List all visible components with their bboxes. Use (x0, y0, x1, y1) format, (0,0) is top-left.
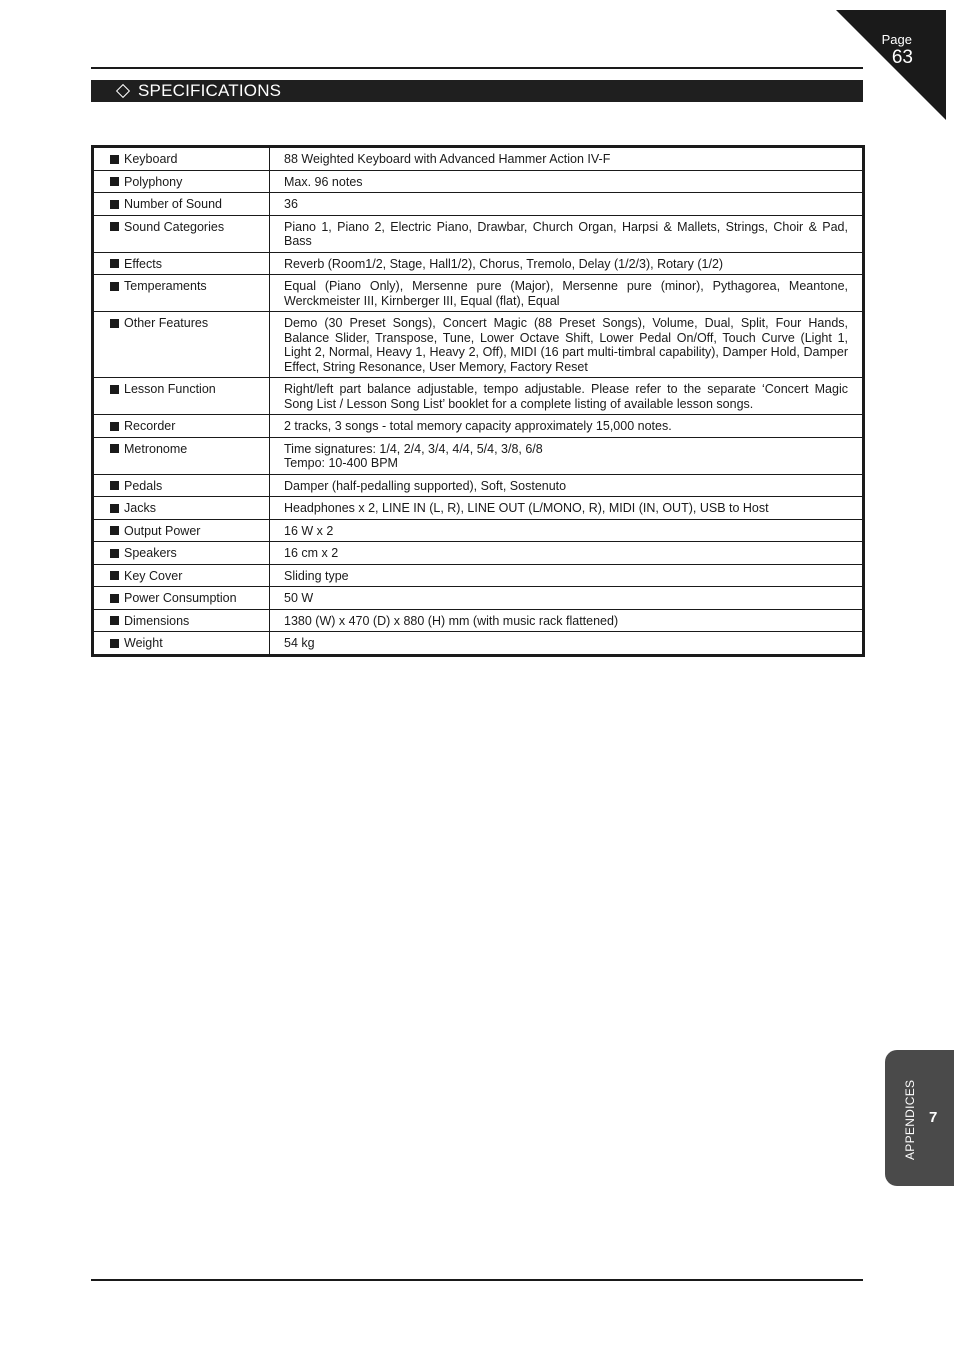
specifications-table-body (93, 147, 864, 656)
spec-value-cell (270, 312, 864, 378)
spec-value: 16 cm x 2 (284, 546, 339, 560)
spec-row (93, 147, 864, 171)
spec-row (93, 474, 864, 497)
side-tab-label: APPENDICES (903, 1079, 917, 1160)
spec-value-cell (270, 519, 864, 542)
bottom-rule (91, 1279, 863, 1281)
spec-label: Speakers (124, 546, 177, 560)
spec-value: Piano 1, Piano 2, Electric Piano, Drawbar, Church Organ, Harpsi & Mallets, Strings, Choir & Pad, Bass (284, 219, 848, 248)
spec-value: Damper (half-pedalling supported), Soft, Sostenuto (284, 478, 567, 493)
spec-label-cell (93, 170, 270, 193)
spec-value-cell (270, 275, 864, 312)
spec-label-cell (93, 519, 270, 542)
spec-label: Dimensions (124, 613, 190, 628)
spec-row (93, 275, 864, 312)
spec-value: Sliding type (284, 568, 349, 583)
top-rule (91, 67, 863, 69)
spec-value: Tempo: 10-400 BPM (284, 456, 398, 470)
spec-value: Time signatures: 1/4, 2/4, 3/4, 4/4, 5/4, 3/8, 6/8 (284, 441, 543, 456)
spec-label-cell (93, 542, 270, 565)
spec-value: Right/left part balance adjustable, tempo adjustable. Please refer to the separate ‘Concert Magic Song List / Lesson Song List’ booklet for a complete listing of available lesson songs. (284, 382, 848, 411)
square-bullet-icon (110, 504, 119, 513)
spec-row (93, 542, 864, 565)
spec-value-cell (270, 147, 864, 171)
spec-label-cell (93, 378, 270, 415)
spec-label-cell (93, 147, 270, 171)
spec-label: Power Consumption (124, 591, 237, 605)
spec-label: Metronome (124, 441, 188, 456)
spec-row (93, 437, 864, 474)
spec-label-cell (93, 275, 270, 312)
spec-value-cell (270, 170, 864, 193)
spec-label: Pedals (124, 478, 163, 493)
square-bullet-icon (110, 200, 119, 209)
page-number: 63 (891, 47, 913, 68)
spec-value: 1380 (W) x 470 (D) x 880 (H) mm (with music rack flattened) (284, 613, 619, 628)
spec-label-cell (93, 193, 270, 216)
spec-value: Equal (Piano Only), Mersenne pure (Major), Mersenne pure (minor), Pythagorea, Meantone, Werckmeister III, Kirnberger III, Equal (flat), Equal (284, 279, 848, 308)
square-bullet-icon (110, 549, 119, 558)
page-corner-tab (836, 10, 946, 120)
square-bullet-icon (110, 594, 119, 603)
spec-label-cell (93, 215, 270, 252)
spec-label-cell (93, 415, 270, 438)
square-bullet-icon (110, 222, 119, 231)
spec-row (93, 215, 864, 252)
spec-label-cell (93, 252, 270, 275)
spec-row (93, 519, 864, 542)
spec-value: 16 W x 2 (284, 523, 334, 538)
diamond-icon (116, 84, 130, 98)
spec-row (93, 497, 864, 520)
spec-value-cell (270, 609, 864, 632)
square-bullet-icon (110, 444, 119, 453)
page-label: Page (881, 32, 912, 47)
specifications-table (91, 145, 865, 657)
spec-label-cell (93, 609, 270, 632)
spec-value: 88 Weighted Keyboard with Advanced Hammer Action IV-F (284, 152, 611, 166)
spec-label-cell (93, 437, 270, 474)
spec-value: Reverb (Room1/2, Stage, Hall1/2), Chorus, Tremolo, Delay (1/2/3), Rotary (1/2) (284, 256, 724, 271)
spec-value-cell (270, 378, 864, 415)
square-bullet-icon (110, 639, 119, 648)
spec-value: Headphones x 2, LINE IN (L, R), LINE OUT (L/MONO, R), MIDI (IN, OUT), USB to Host (284, 501, 769, 515)
spec-value-cell (270, 193, 864, 216)
spec-label: Recorder (124, 419, 176, 433)
square-bullet-icon (110, 616, 119, 625)
spec-label: Weight (124, 636, 163, 650)
spec-value-cell (270, 587, 864, 610)
spec-row (93, 632, 864, 656)
spec-value-cell (270, 474, 864, 497)
spec-label-cell (93, 312, 270, 378)
spec-label: Temperaments (124, 279, 207, 293)
spec-value-cell (270, 252, 864, 275)
spec-label: Jacks (124, 501, 156, 515)
spec-label-cell (93, 564, 270, 587)
spec-value-cell (270, 215, 864, 252)
spec-label: Output Power (124, 523, 201, 538)
spec-label-cell (93, 632, 270, 656)
square-bullet-icon (110, 155, 119, 164)
square-bullet-icon (110, 319, 119, 328)
spec-value-cell (270, 415, 864, 438)
spec-value: 36 (284, 197, 298, 211)
spec-row (93, 170, 864, 193)
spec-label: Key Cover (124, 568, 183, 583)
section-header (91, 80, 863, 102)
square-bullet-icon (110, 259, 119, 268)
spec-label: Keyboard (124, 152, 178, 166)
section-title: SPECIFICATIONS (138, 81, 282, 100)
spec-value: 54 kg (284, 636, 315, 650)
spec-row (93, 415, 864, 438)
square-bullet-icon (110, 385, 119, 394)
spec-row (93, 193, 864, 216)
spec-value-cell (270, 497, 864, 520)
spec-label: Number of Sound (124, 197, 222, 211)
spec-row (93, 609, 864, 632)
spec-row (93, 312, 864, 378)
square-bullet-icon (110, 282, 119, 291)
spec-value-cell (270, 542, 864, 565)
square-bullet-icon (110, 571, 119, 580)
spec-value-cell (270, 564, 864, 587)
square-bullet-icon (110, 177, 119, 186)
spec-value: Demo (30 Preset Songs), Concert Magic (88 Preset Songs), Volume, Dual, Split, Four Hands, Balance Slider, Transpose, Tune, Lower Octave Shift, Lower Pedal On/Off, Touch Curve (Light 1, Light 2, Normal, Heavy 1, Heavy 2, Off), MIDI (16 part multi-timbral capability), Damper Hold, Damper Effect, String Resonance, User Memory, Factory Reset (284, 316, 848, 374)
spec-value-cell (270, 632, 864, 656)
square-bullet-icon (110, 481, 119, 490)
spec-label: Effects (124, 256, 162, 271)
spec-label: Other Features (124, 316, 209, 330)
spec-value: Max. 96 notes (284, 174, 363, 189)
spec-label: Lesson Function (124, 382, 216, 396)
spec-row (93, 378, 864, 415)
square-bullet-icon (110, 422, 119, 431)
spec-value-cell (270, 437, 864, 474)
side-tab-chapter-number: 7 (929, 1109, 938, 1126)
spec-row (93, 587, 864, 610)
spec-row (93, 564, 864, 587)
spec-label-cell (93, 497, 270, 520)
spec-value: 50 W (284, 591, 314, 605)
spec-label-cell (93, 474, 270, 497)
spec-value: 2 tracks, 3 songs - total memory capacity approximately 15,000 notes. (284, 419, 672, 433)
spec-label: Polyphony (124, 174, 183, 189)
spec-label-cell (93, 587, 270, 610)
square-bullet-icon (110, 526, 119, 535)
chapter-side-tab[interactable] (885, 1050, 954, 1186)
spec-row (93, 252, 864, 275)
spec-label: Sound Categories (124, 219, 225, 234)
